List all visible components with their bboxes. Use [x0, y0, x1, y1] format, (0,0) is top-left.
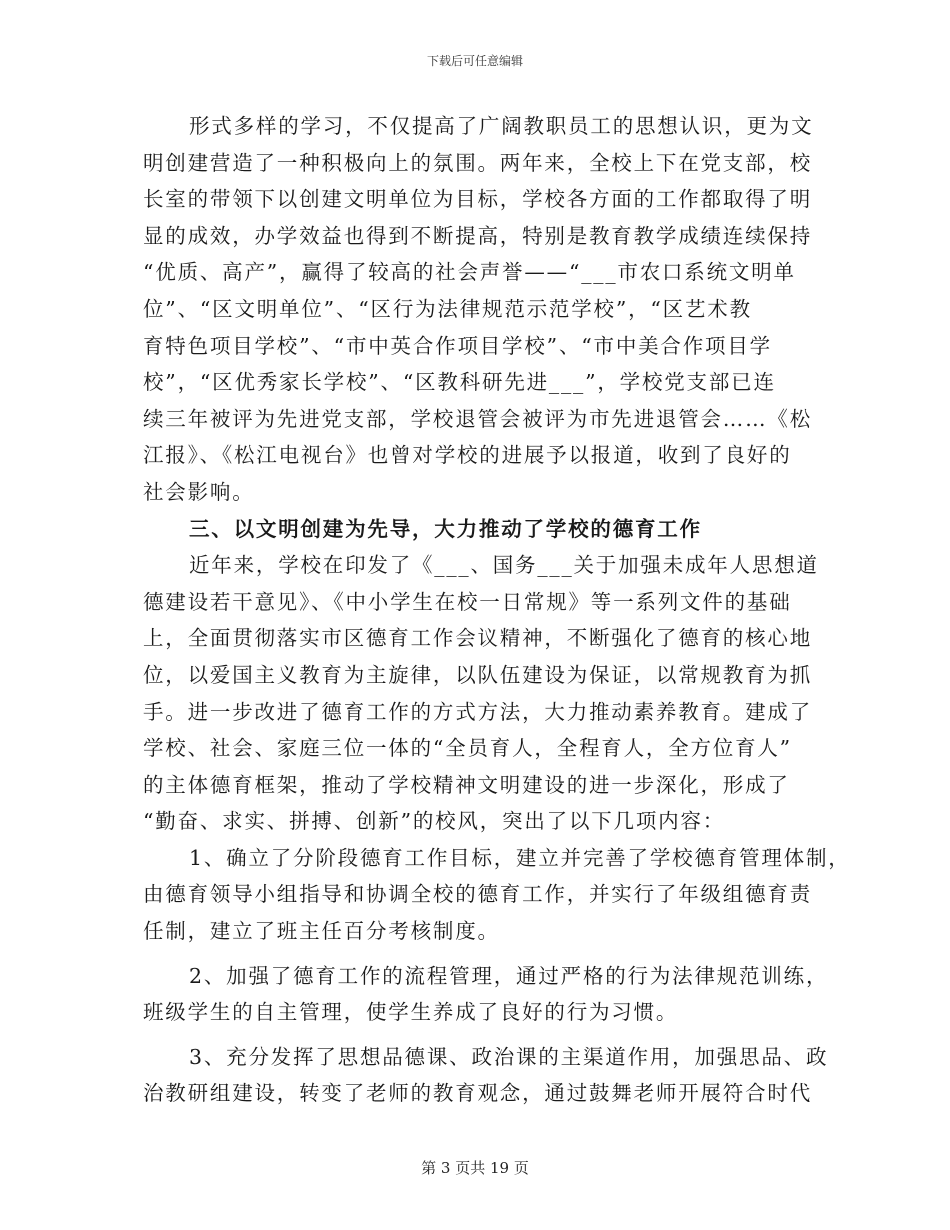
section-heading: 三、以文明创建为先导，大力推动了学校的德育工作 — [189, 516, 702, 541]
paragraph-line: 明创建营造了一种积极向上的氛围。两年来，全校上下在党支部，校 — [143, 150, 812, 175]
list-item-line: 3、充分发挥了思想品德课、政治课的主渠道作用，加强思品、政 — [189, 1044, 829, 1069]
paragraph-line: 近年来，学校在印发了《___、国务___关于加强未成年人思想道 — [189, 553, 819, 578]
paragraph-line: 续三年被评为先进党支部，学校退管会被评为市先进退管会……《松 — [143, 406, 812, 431]
list-item-line: 1、确立了分阶段德育工作目标，建立并完善了学校德育管理体制， — [189, 845, 851, 870]
paragraph-line: 江报》、《松江电视台》也曾对学校的进展予以报道，收到了良好的 — [143, 443, 792, 468]
list-item-line: 2、加强了德育工作的流程管理，通过严格的行为法律规范训练， — [189, 963, 829, 988]
paragraph-line: 位”、“区文明单位”、“区行为法律规范示范学校”，“区艺术教 — [143, 296, 752, 321]
document-body — [143, 108, 851, 1112]
paragraph-line: 社会影响。 — [143, 479, 255, 504]
paragraph-line: 育特色项目学校”、“市中英合作项目学校”、“市中美合作项目学 — [143, 333, 772, 358]
list-item-line: 由德育领导小组指导和协调全校的德育工作，并实行了年级组德育责 — [143, 882, 812, 907]
paragraph-line: 的主体德育框架，推动了学校精神文明建设的进一步深化，形成了 — [143, 772, 790, 797]
paragraph-line: “勤奋、求实、拼搏、创新”的校风，突出了以下几项内容： — [143, 809, 726, 834]
paragraph-line: 上，全面贯彻落实市区德育工作会议精神，不断强化了德育的核心地 — [143, 626, 812, 651]
paragraph-line: 手。进一步改进了德育工作的方式方法，大力推动素养教育。建成了 — [143, 699, 812, 724]
paragraph-line: 校”，“区优秀家长学校”、“区教科研先进___”，学校党支部已连 — [143, 370, 776, 395]
paragraph-line: 德建设若干意见》、《中小学生在校一日常规》等一系列文件的基础 — [143, 589, 792, 614]
paragraph-line: 位，以爱国主义教育为主旋律，以队伍建设为保证，以常规教育为抓 — [143, 662, 812, 687]
paragraph-line: 学校、社会、家庭三位一体的“全员育人，全程育人，全方位育人” — [143, 736, 792, 761]
page-header-note: 下载后可任意编辑 — [426, 54, 523, 68]
paragraph-line: “优质、高产”，赢得了较高的社会声誉——“___市农口系统文明单 — [143, 260, 796, 285]
list-item-line: 班级学生的自主管理，使学生养成了良好的行为习惯。 — [143, 1000, 679, 1025]
list-item-line: 治教研组建设，转变了老师的教育观念，通过鼓舞老师开展符合时代 — [143, 1081, 812, 1106]
paragraph-line: 显的成效，办学效益也得到不断提高，特别是教育教学成绩连续保持 — [143, 223, 812, 248]
list-item-line: 任制，建立了班主任百分考核制度。 — [143, 919, 500, 944]
page-number: 第 3 页共 19 页 — [421, 1159, 529, 1177]
paragraph-line: 形式多样的学习，不仅提高了广阔教职员工的思想认识，更为文 — [189, 114, 814, 138]
paragraph-line: 长室的带领下以创建文明单位为目标，学校各方面的工作都取得了明 — [143, 187, 812, 212]
